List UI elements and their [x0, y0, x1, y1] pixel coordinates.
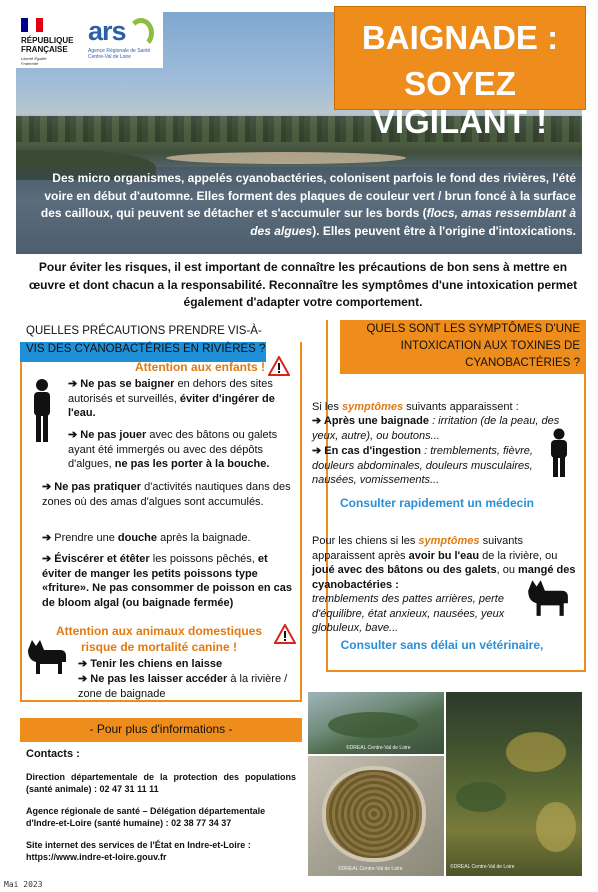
- consult-vet: Consulter sans délai un vétérinaire,: [340, 638, 544, 652]
- contact-ars: Agence régionale de santé – Délégation départementale d'Indre-et-Loire (santé humaine) : 02 38 77 34 37: [26, 806, 266, 828]
- logos-block: [16, 12, 163, 68]
- symptom-after-bathing: ➔ Après une baignade : irritation (de la peau, des yeux, autre), ou boutons...: [312, 415, 560, 442]
- general-item-2: ➔ Prendre une douche après la baignade.: [42, 532, 251, 544]
- contact-website: Site internet des services de l'État en Indre-et-Loire : https://www.indre-et-loire.gouv.fr: [26, 840, 251, 862]
- right-section-header: QUELS SONT LES SYMPTÔMES D'UNE INTOXICATION AUX TOXINES DE CYANOBACTÉRIES ?: [366, 323, 580, 369]
- symptom-ingestion: ➔ En cas d'ingestion : tremblements, fièvre, douleurs abdominales, douleurs musculaires, nausées, vomissements...: [312, 445, 533, 486]
- dog-symptoms: Pour les chiens si les symptômes suivants apparaissent après avoir bu l'eau de la rivière, ou joué avec des bâtons ou des galets, ou mangé des cyanobactéries :: [312, 535, 576, 591]
- kids-item-2: ➔ Ne pas jouer avec des bâtons ou galets ayant été immergés ou avec des dépôts d'algues, ne pas les porter à la bouche.: [68, 429, 278, 470]
- cyanobacteria-photo-3: ©DREAL Centre-Val de Loire: [446, 692, 582, 876]
- warning-icon: [268, 356, 290, 376]
- page-title-line-1: BAIGNADE :: [361, 19, 559, 56]
- left-column-border: [20, 342, 22, 702]
- cyanobacteria-photo-2: ©DREAL Centre-Val de Loire: [308, 756, 444, 876]
- ars-logo-subtitle: Agence Régionale de Santé Centre-Val de Loire: [88, 48, 151, 60]
- page-title-line-2: SOYEZ VIGILANT !: [372, 65, 548, 140]
- pets-warning-title-1: Attention aux animaux domestiques: [55, 624, 263, 638]
- contact-ddpp: Direction départementale de la protection des populations (santé animale) : 02 47 31 11 11: [26, 772, 296, 794]
- ars-swoosh-icon: [128, 18, 154, 48]
- warning-icon: [274, 624, 296, 644]
- kids-item-1: ➔ Ne pas se baigner en dehors des sites autorisés et surveillés, éviter d'ingérer de l'eau.: [68, 378, 275, 419]
- republique-francaise-logo-text: RÉPUBLIQUE FRANÇAISE: [21, 36, 74, 54]
- republic-motto: Liberté Égalité Fraternité: [21, 56, 47, 66]
- title-box: [334, 6, 586, 140]
- more-info-label: - Pour plus d'informations -: [89, 722, 233, 736]
- kids-warning-title: Attention aux enfants !: [134, 360, 265, 374]
- intro-paragraph: [36, 170, 576, 240]
- pets-item-2: ➔ Ne pas les laisser accéder à la rivière / zone de baignade: [78, 673, 288, 700]
- left-column-border-right: [300, 342, 302, 702]
- intro-italic: flocs, amas ressemblant à des algues: [250, 206, 576, 238]
- lead-paragraph: Pour éviter les risques, il est important de connaître les précautions de bon sens à mettre en œuvre et dont chacun a la responsabilité. Reconnaître les symptômes d'une intoxication permet également d'adapter votre comportement.: [28, 260, 578, 309]
- footer-date: Mai 2023: [4, 880, 43, 889]
- child-silhouette-icon: [28, 378, 56, 444]
- symptoms-intro: Si les symptômes suivants apparaissent :: [312, 401, 519, 413]
- left-section-header: QUELLES PRÉCAUTIONS PRENDRE VIS-À-VIS DES CYANOBACTÉRIES EN RIVIÈRES ?: [26, 325, 266, 355]
- contacts-title: Contacts :: [26, 748, 80, 760]
- cyanobacteria-photo-1: ©DREAL Centre-Val de Loire: [308, 692, 444, 754]
- dog-symptoms-list: tremblements des pattes arrières, perte d'équilibre, état anxieux, nausées, yeux globuleux, bave...: [312, 593, 505, 634]
- general-item-3: ➔ Éviscérer et étêter les poissons pêchés, et éviter de manger les petits poissons type «friture». Ne pas consommer de poisson en cas de bloom algal (ou baignade fermée): [42, 553, 293, 609]
- intro-text: Des micro organismes, appelés cyanobactéries, colonisent parfois le fond des rivières, l'été voire en début d'automne. Elles forment des plaques de couleur vert / brun foncé à la surface des cailloux, qui peuvent se détacher et s'accumuler sur les bords (: [40, 171, 576, 220]
- french-flag-icon: [21, 18, 43, 32]
- pets-item-1: ➔ Tenir les chiens en laisse: [78, 658, 223, 670]
- right-column-border-bottom: [326, 670, 586, 672]
- intro-end: ). Elles peuvent être à l'origine d'intoxications.: [312, 223, 576, 238]
- general-item-1: ➔ Ne pas pratiquer d'activités nautiques dans des zones où des amas d'algues sont accumulés.: [42, 481, 291, 508]
- pets-warning-title-2: risque de mortalité canine !: [80, 640, 238, 654]
- consult-doctor: Consulter rapidement un médecin: [339, 496, 535, 510]
- ars-logo: ars: [88, 16, 126, 46]
